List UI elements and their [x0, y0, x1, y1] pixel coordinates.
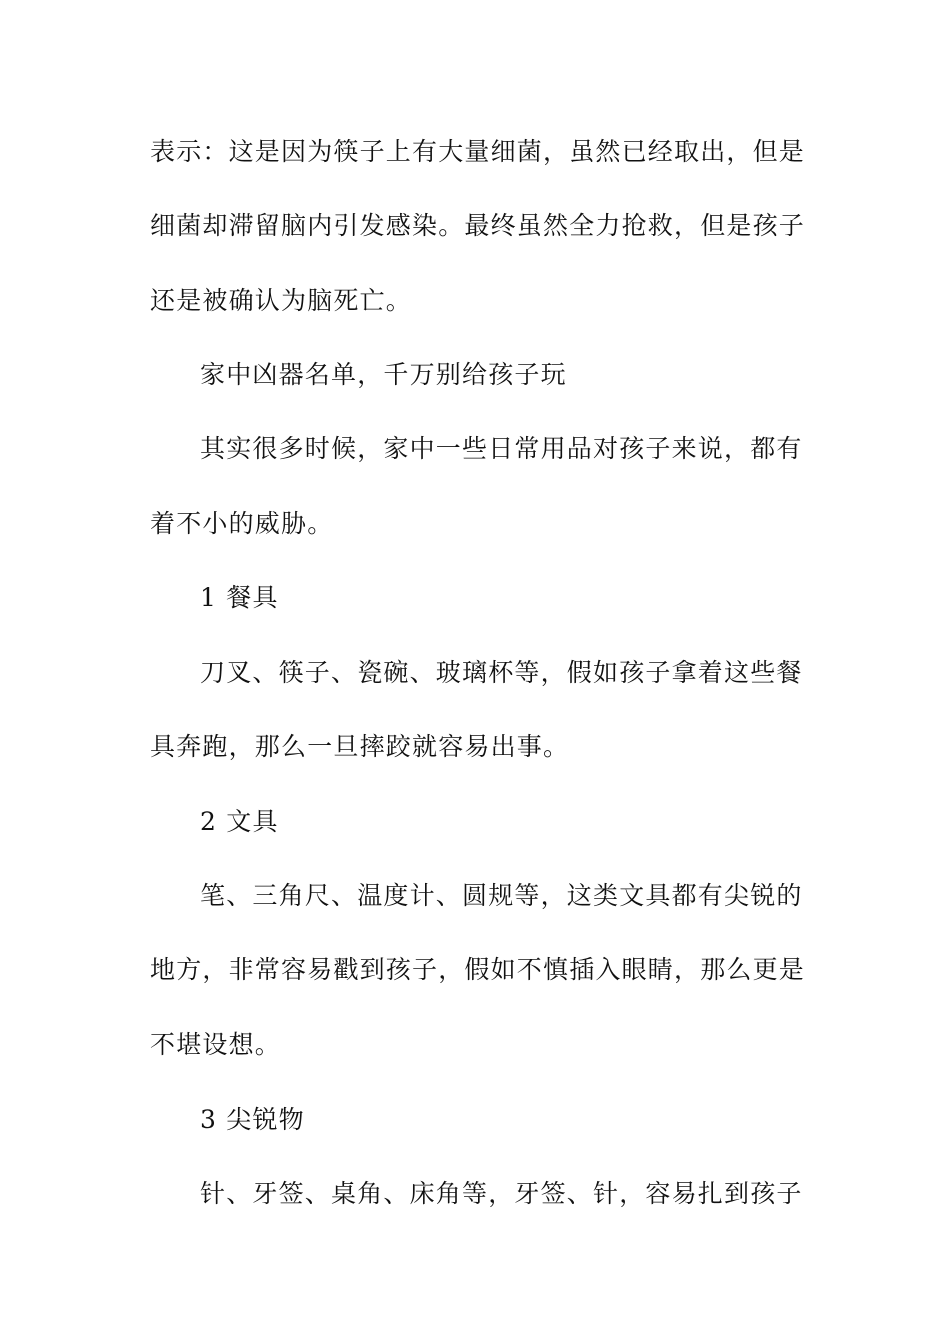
paragraph-line: 刀叉、筷子、瓷碗、玻璃杯等，假如孩子拿着这些餐 — [200, 658, 803, 687]
paragraph-line: 笔、三角尺、温度计、圆规等，这类文具都有尖锐的 — [200, 881, 803, 910]
paragraph-line: 具奔跑，那么一旦摔跤就容易出事。 — [150, 732, 570, 761]
paragraph-line: 不堪设想。 — [150, 1030, 282, 1059]
list-heading: 2 文具 — [200, 807, 279, 836]
list-heading: 1 餐具 — [200, 583, 279, 612]
paragraph-line: 表示：这是因为筷子上有大量细菌，虽然已经取出，但是 — [150, 137, 806, 166]
paragraph-line: 其实很多时候，家中一些日常用品对孩子来说，都有 — [200, 434, 803, 463]
paragraph-line: 细菌却滞留脑内引发感染。最终虽然全力抢救，但是孩子 — [150, 211, 806, 240]
paragraph-line: 着不小的威胁。 — [150, 509, 334, 538]
paragraph-line: 还是被确认为脑死亡。 — [150, 286, 413, 315]
paragraph-line: 地方，非常容易戳到孩子，假如不慎插入眼睛，那么更是 — [150, 955, 806, 984]
section-heading: 家中凶器名单，千万别给孩子玩 — [200, 360, 567, 389]
list-heading: 3 尖锐物 — [200, 1105, 305, 1134]
paragraph-line: 针、牙签、桌角、床角等，牙签、针，容易扎到孩子 — [200, 1179, 803, 1208]
